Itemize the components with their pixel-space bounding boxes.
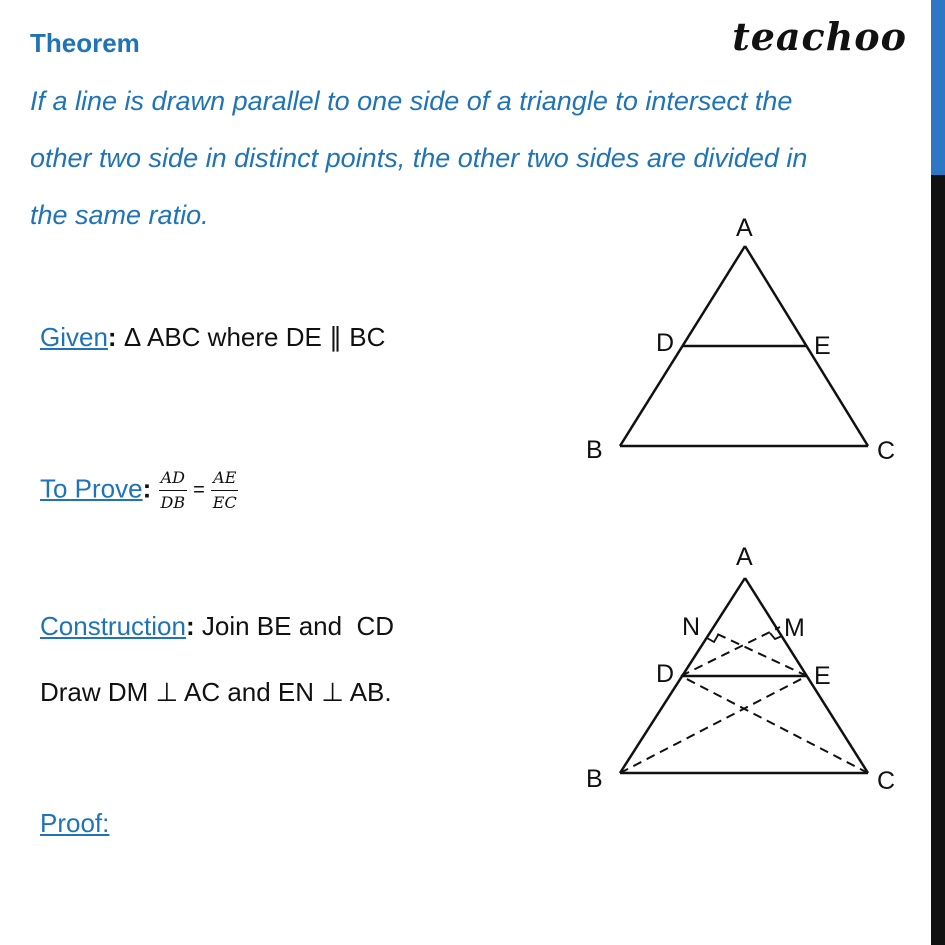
fraction-db-denominator: DB (160, 493, 186, 512)
page-title: Theorem (30, 28, 140, 58)
triangle-figure-1 (570, 205, 910, 475)
fig1-label-c: C (877, 437, 896, 465)
fig2-label-d: D (656, 660, 675, 688)
fraction-ad-db (159, 468, 188, 513)
fig1-label-e: E (814, 332, 831, 360)
theorem-statement-line-3: the same ratio. (30, 200, 209, 230)
to-prove-colon: : (142, 473, 152, 504)
to-prove-label: To Prove (40, 473, 143, 504)
given-colon: : (107, 322, 117, 352)
proof-label: Proof: (40, 808, 110, 838)
scrollbar-thumb[interactable] (931, 0, 945, 175)
construction-colon: : (185, 611, 195, 641)
given-label: Given (40, 322, 108, 352)
theorem-statement-line-2: other two side in distinct points, the other two sides are divided in (30, 143, 808, 173)
fig1-label-a: A (736, 214, 753, 242)
triangle-figure-2 (570, 535, 910, 805)
equals-sign: = (193, 479, 205, 501)
construction-label: Construction (40, 611, 186, 641)
theorem-statement-line-1: If a line is drawn parallel to one side of a triangle to intersect the (30, 86, 793, 116)
fig2-label-b: B (586, 765, 603, 793)
fig2-label-m: M (784, 614, 805, 642)
fig2-label-e: E (814, 662, 831, 690)
construction-text: Join BE and CD (201, 611, 395, 641)
fraction-ae-numerator: AE (211, 468, 238, 491)
fig1-label-d: D (656, 329, 675, 357)
fig2-label-a: A (736, 543, 753, 571)
fig2-label-n: N (682, 613, 701, 641)
given-row (40, 322, 385, 353)
fig1-label-b: B (586, 436, 603, 464)
fig2-dashed-be (620, 676, 807, 773)
fraction-ec-denominator: EC (212, 493, 237, 512)
fraction-ad-numerator: AD (159, 468, 187, 491)
proof-row (40, 808, 109, 839)
fig2-label-c: C (877, 767, 896, 795)
fig2-dashed-cd (681, 676, 868, 773)
teachoo-logo: teachoo (732, 14, 907, 59)
construction-line-2: Draw DM ⊥ AC and EN ⊥ AB. (40, 677, 392, 707)
given-text: Δ ABC where DE ∥ BC (123, 322, 386, 352)
to-prove-row (40, 468, 239, 513)
fraction-ae-ec (211, 468, 239, 513)
construction-row (40, 611, 394, 642)
